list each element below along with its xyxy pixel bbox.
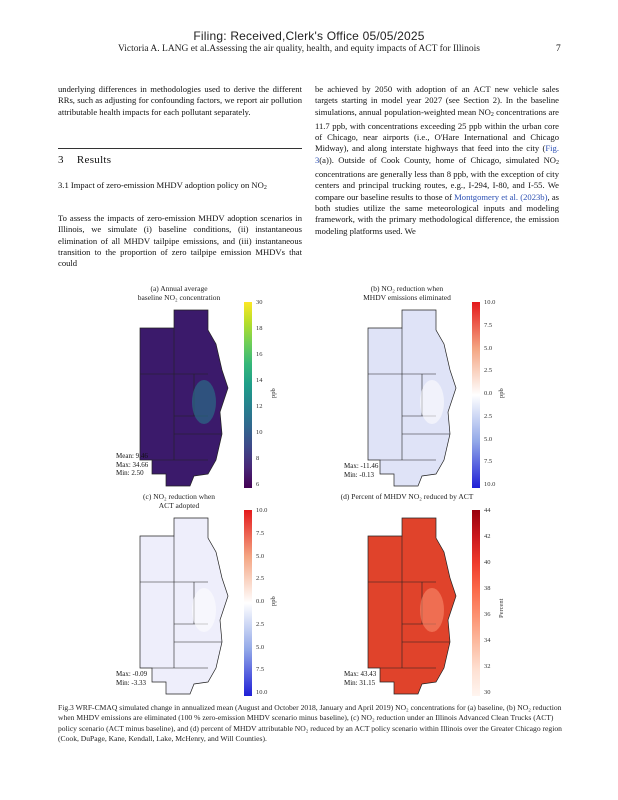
- panel-title-line-1: (d) Percent of MHDV NO₂ reduced by ACT: [340, 492, 474, 501]
- right-text-1: be achieved by 2050 with adoption of an ACT new vehicle sales targets starting in model year 2027 (see Section 2). In the baseline simulations, annual population-weighted mean NO: [315, 84, 559, 117]
- colorbar: [472, 510, 480, 696]
- colorbar-tick-label: 14: [256, 377, 263, 384]
- colorbar: [472, 302, 480, 488]
- left-column: [58, 84, 302, 118]
- figure-panel-4: [340, 494, 540, 699]
- figure-panel-2: [340, 286, 540, 491]
- colorbar-tick-label: 5.0: [256, 552, 265, 560]
- right-text-5: , as both studies utilize the same meteorological inputs and modeling framework, with the primary methodological difference, the emission modeling platforms used. We: [315, 191, 559, 236]
- subsection-title: 3.1 Impact of zero-emission MHDV adoption policy on NO: [58, 180, 264, 190]
- figure-panel-3: [112, 494, 312, 699]
- colorbar-tick-label: 5.0: [484, 344, 493, 352]
- colorbar-tick-label: 5.0: [256, 643, 265, 651]
- colorbar-tick-label: 2.5: [256, 620, 265, 628]
- urban-core-shading: [192, 380, 216, 424]
- colorbar-tick-label: 30: [484, 689, 491, 696]
- stat-line: Max: 34.66: [116, 460, 149, 469]
- filing-stamp: Filing: Received,Clerk's Office 05/05/2025: [193, 29, 425, 43]
- section-number: 3: [58, 154, 64, 166]
- running-head: Victoria A. LANG et al.Assessing the air quality, health, and equity impacts of ACT for Illinois: [118, 44, 480, 54]
- section-rule: [58, 148, 302, 149]
- panel-title-line-2: baseline NO₂ concentration: [137, 293, 221, 302]
- right-sub-2: 2: [556, 159, 559, 166]
- figure-caption: Fig.3 WRF-CMAQ simulated change in annualized mean (August and October 2018, January and April 2019) NO₂ concentrations for (a) baseline, (b) NO₂ reduction when MHDV emissions are eliminated (100 % zero-emission MHDV scenario minus baseline), (c) NO₂ reduction under an Illinois Advanced Clean Trucks (ACT) policy scenario (ACT minus baseline), and (d) percent of MHDV attributable NO₂ reduced by an ACT policy scenario within Illinois over the Greater Chicago region (Cook, DuPage, Kane, Kendall, Lake, McHenry, and Will Counties).: [58, 703, 562, 744]
- colorbar-tick-label: 36: [484, 611, 491, 618]
- colorbar-tick-label: 44: [484, 507, 491, 514]
- urban-core-shading: [420, 588, 444, 632]
- colorbar-unit: ppb: [270, 388, 277, 398]
- panel-stats: [344, 670, 376, 687]
- right-text-2: concentrations are 11.7 ppb, with concentrations exceeding 25 ppb within the urban core of Chicago, near airports (i.e., O'Hare International and Chicago Midway), and along interstate highways that feed into the city (: [315, 106, 559, 154]
- right-paragraph: [315, 84, 559, 237]
- colorbar-tick-label: 5.0: [484, 435, 493, 443]
- reference-link[interactable]: Montgomery et al. (2023b): [454, 191, 548, 202]
- colorbar-tick-label: 0.0: [256, 598, 265, 605]
- urban-core-shading: [192, 588, 216, 632]
- left-paragraph-2: To assess the impacts of zero-emission MHDV adoption scenarios in Illinois, we simulate (i) baseline conditions, (ii) instantaneous elimination of all MHDV tailpipe emissions, and (iii) instantaneous transition to the proportion of zero tailpipe emission MHDVs that could: [58, 213, 302, 269]
- right-text-4: concentrations are generally less than 8 ppb, with the exception of city centers and principal trucking routes, e.g., I-294, I-80, and I-55. We compare our baseline results to those of: [315, 169, 559, 202]
- stat-line: Max: -11.46: [344, 462, 379, 470]
- colorbar-tick-label: 8: [256, 455, 260, 462]
- subsection-heading: [58, 180, 302, 194]
- colorbar-tick-label: 16: [256, 351, 263, 358]
- section-title: Results: [76, 154, 112, 166]
- colorbar-unit: ppb: [270, 596, 277, 606]
- left-paragraph-2-box: [58, 213, 302, 269]
- colorbar-tick-label: 7.5: [256, 529, 265, 537]
- figure-link[interactable]: Fig. 3: [315, 143, 559, 165]
- section-heading: [58, 154, 111, 166]
- stat-line: Min: -0.13: [344, 470, 374, 479]
- colorbar-tick-label: 7.5: [484, 321, 493, 329]
- colorbar: [244, 302, 252, 488]
- colorbar-tick-label: 7.5: [484, 458, 493, 466]
- colorbar-tick-label: 2.5: [484, 412, 493, 420]
- urban-core-shading: [420, 380, 444, 424]
- stat-line: Mean: 9.46: [116, 452, 148, 460]
- colorbar-tick-label: 10.0: [484, 299, 496, 306]
- colorbar-tick-label: 0.0: [484, 390, 493, 397]
- colorbar-tick-label: 2.5: [256, 575, 265, 583]
- colorbar-tick-label: 42: [484, 533, 491, 540]
- colorbar-tick-label: 10: [256, 429, 263, 436]
- colorbar-tick-label: 12: [256, 403, 263, 410]
- panel-title-line-2: ACT adopted: [158, 501, 200, 510]
- panel-title-line-1: (b) NO₂ reduction when: [370, 284, 444, 293]
- figure-panel-1: [112, 286, 312, 491]
- subsection-subscript: 2: [263, 185, 267, 191]
- panel-stats: [344, 462, 378, 479]
- stat-line: Max: -0.09: [116, 670, 148, 678]
- panel-title: [332, 492, 482, 501]
- colorbar: [244, 510, 252, 696]
- panel-title-line-2: MHDV emissions eliminated: [363, 293, 451, 302]
- colorbar-tick-label: 34: [484, 637, 491, 644]
- colorbar-tick-label: 18: [256, 325, 263, 332]
- stat-line: Min: 2.50: [116, 469, 144, 477]
- panel-title-line-1: (a) Annual average: [150, 284, 208, 293]
- stat-line: Min: -3.33: [116, 678, 146, 687]
- panel-title-line-1: (c) NO₂ reduction when: [143, 492, 215, 501]
- colorbar-tick-label: 38: [484, 585, 491, 592]
- colorbar-tick-label: 2.5: [484, 367, 493, 375]
- colorbar-unit: Percent: [498, 598, 505, 618]
- right-sub-1: 2: [490, 111, 494, 118]
- colorbar-tick-label: 40: [484, 559, 491, 566]
- panel-stats: [116, 670, 147, 687]
- page-number: 7: [556, 44, 561, 54]
- right-column: [315, 84, 559, 237]
- right-text-3: (a)). Outside of Cook County, home of Chicago, simulated NO: [319, 154, 556, 165]
- colorbar-tick-label: 32: [484, 663, 491, 670]
- stat-line: Min: 31.15: [344, 678, 376, 687]
- left-paragraph-1: underlying differences in methodologies used to derive the different RRs, such as adjusting for confounding factors, we report air pollution attributable health impacts for each pollutant separately.: [58, 84, 302, 117]
- colorbar-tick-label: 10.0: [256, 689, 268, 696]
- colorbar-tick-label: 30: [256, 299, 263, 306]
- panel-stats: [116, 452, 148, 478]
- colorbar-tick-label: 10.0: [256, 507, 268, 514]
- stat-line: Max: 43.43: [344, 670, 377, 678]
- colorbar-unit: ppb: [498, 388, 505, 398]
- colorbar-tick-label: 10.0: [484, 481, 496, 488]
- colorbar-tick-label: 6: [256, 481, 260, 488]
- colorbar-tick-label: 7.5: [256, 666, 265, 674]
